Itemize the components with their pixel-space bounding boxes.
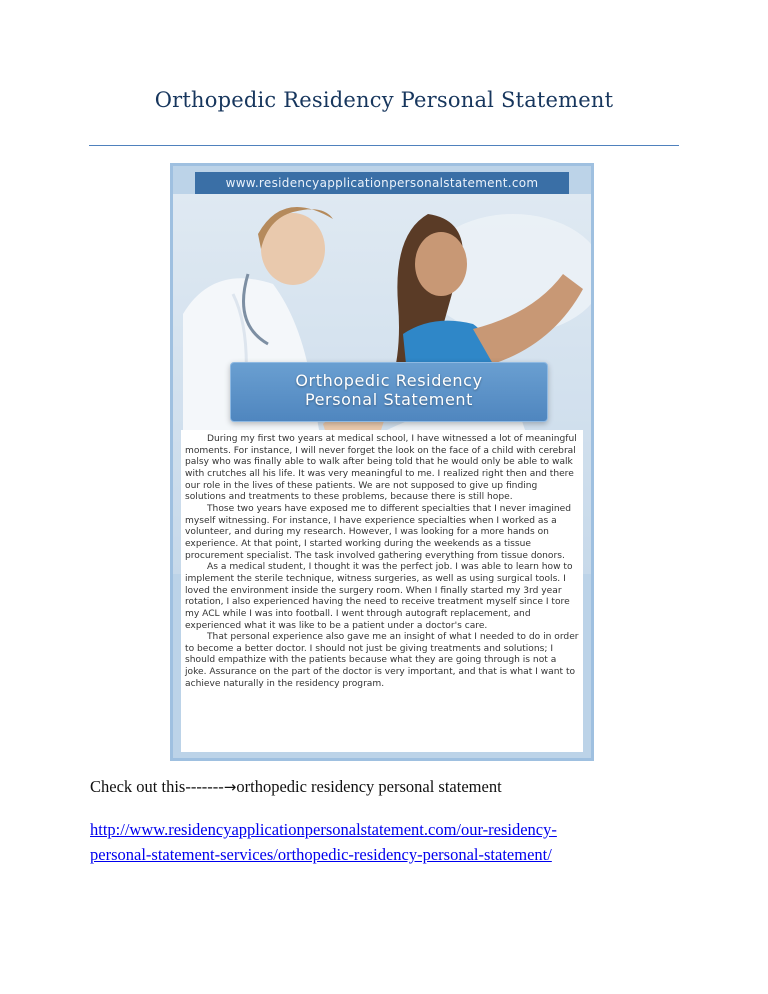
badge-line-1: Orthopedic Residency	[295, 371, 483, 390]
statement-paragraph: That personal experience also gave me an insight of what I needed to do in order to become a better doctor. I should not just be giving treatments and solutions; I should empathize with the patients because what they are going through is not a joke. Assurance on the part of the doctor is very important, and that is what I want to achieve naturally in the residency program.	[185, 632, 579, 689]
link-line-1[interactable]: http://www.residencyapplicationpersonalstatement.com/our-residency-	[90, 820, 557, 839]
statement-paragraph: During my first two years at medical school, I have witnessed a lot of meaningful moments. For instance, I will never forget the look on the face of a child with cerebral palsy who was finally able to walk after being told that he would only be able to walk with crutches all his life. It was very meaningful to me. I realized right then and there our role in the lives of these patients. We are not supposed to give up finding solutions and treatments to these problems, because there is still hope.	[185, 434, 577, 503]
document-title: Orthopedic Residency Personal Statement	[154, 88, 614, 112]
website-banner: www.residencyapplicationpersonalstatement.com	[195, 172, 569, 194]
check-out-suffix: orthopedic residency personal statement	[236, 777, 502, 796]
statement-paragraph: Those two years have exposed me to different specialties that I never imagined myself witnessing. For instance, I have experience specialties when I worked as a volunteer, and during my research. However, I was looking for a more hands on experience. At that point, I started working during the weekends as a tissue procurement specialist. The task involved gathering everything from tissue donors.	[185, 503, 572, 561]
right-arrow-icon: →	[223, 778, 237, 796]
check-out-prefix: Check out this-------	[90, 777, 224, 796]
title-divider	[89, 145, 679, 146]
check-out-line	[90, 777, 690, 797]
statement-image	[170, 163, 594, 761]
statement-paragraph: As a medical student, I thought it was the perfect job. I was able to learn how to implement the sterile technique, witness surgeries, as well as using surgical tools. I loved the environment inside the surgery room. When I finally started my 3rd year rotation, I also experienced having the need to receive treatment myself since I tore my ACL while I was into football. I went through autograft replacement, and experienced what it was like to be a patient under a doctor's care.	[185, 562, 573, 631]
badge-line-2: Personal Statement	[304, 390, 474, 409]
statement-text	[181, 430, 583, 752]
statement-link[interactable]	[90, 817, 680, 867]
title-badge	[230, 362, 548, 422]
link-line-2[interactable]: personal-statement-services/orthopedic-residency-personal-statement/	[90, 845, 552, 864]
